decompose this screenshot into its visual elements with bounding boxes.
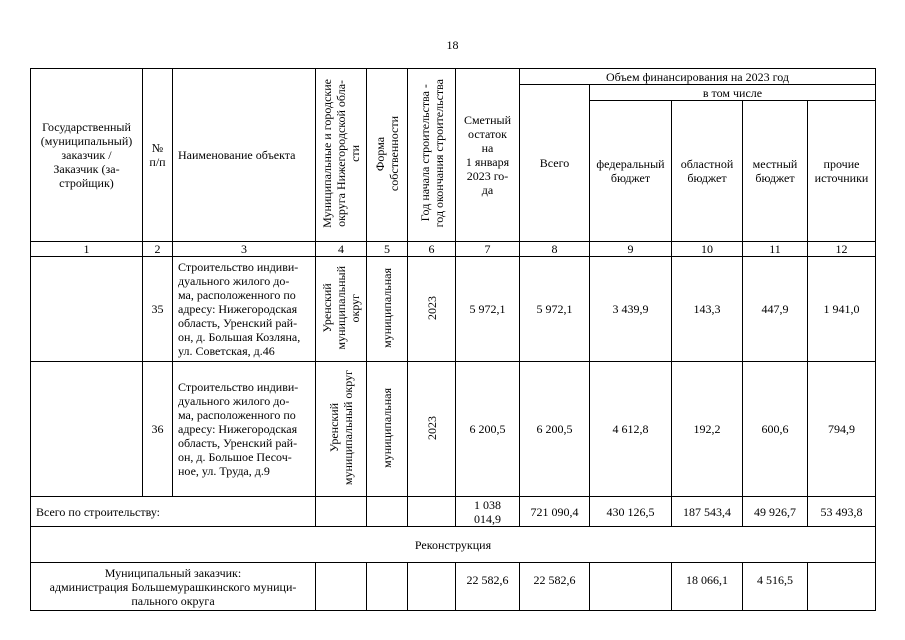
municipality: Уренский муниципальный округ bbox=[316, 257, 367, 362]
years: 2023 bbox=[408, 362, 456, 497]
local-budget: 600,6 bbox=[743, 362, 808, 497]
financing-table bbox=[30, 68, 876, 611]
header-years: Год начала строительства - год окончания строительства bbox=[408, 69, 456, 242]
page-number: 18 bbox=[446, 38, 459, 52]
column-number: 10 bbox=[672, 242, 743, 257]
header-balance: Сметный остаток на 1 января 2023 го- да bbox=[456, 69, 520, 242]
column-number: 6 bbox=[408, 242, 456, 257]
header-other: прочие источники bbox=[808, 101, 876, 242]
construction-total-balance: 1 038 014,9 bbox=[456, 497, 520, 527]
construction-total-sum: 721 090,4 bbox=[520, 497, 590, 527]
header-local: местный бюджет bbox=[743, 101, 808, 242]
local-budget: 447,9 bbox=[743, 257, 808, 362]
header-number: № п/п bbox=[143, 69, 173, 242]
empty-cell bbox=[316, 497, 367, 527]
municipal-customer-row bbox=[31, 563, 876, 611]
other-sources: 794,9 bbox=[808, 362, 876, 497]
header-object-name: Наименование объекта bbox=[173, 69, 316, 242]
header-regional: областной бюджет bbox=[672, 101, 743, 242]
column-number: 1 bbox=[31, 242, 143, 257]
construction-total-other: 53 493,8 bbox=[808, 497, 876, 527]
column-number: 3 bbox=[173, 242, 316, 257]
column-number: 8 bbox=[520, 242, 590, 257]
construction-total-regional: 187 543,4 bbox=[672, 497, 743, 527]
balance: 6 200,5 bbox=[456, 362, 520, 497]
row-number: 35 bbox=[143, 257, 173, 362]
construction-total-federal: 430 126,5 bbox=[590, 497, 672, 527]
federal-budget: 3 439,9 bbox=[590, 257, 672, 362]
header-customer: Государственный (муниципальный) заказчик / Заказчик (за- стройщик) bbox=[31, 69, 143, 242]
customer-cell bbox=[31, 257, 143, 362]
years: 2023 bbox=[408, 257, 456, 362]
empty-cell bbox=[367, 497, 408, 527]
column-number: 7 bbox=[456, 242, 520, 257]
object-name: Строительство индиви- дуального жилого до- ма, расположенного по адресу: Нижегородская область, Уренский рай- он, д. Большое Песоч- ное, ул. Труда, д.9 bbox=[173, 362, 316, 497]
empty-cell bbox=[408, 563, 456, 611]
municipal-customer-local: 4 516,5 bbox=[743, 563, 808, 611]
ownership: муниципальная bbox=[367, 362, 408, 497]
header-federal: федеральный бюджет bbox=[590, 101, 672, 242]
column-number: 12 bbox=[808, 242, 876, 257]
total: 6 200,5 bbox=[520, 362, 590, 497]
municipal-customer-regional: 18 066,1 bbox=[672, 563, 743, 611]
municipal-customer-label: Муниципальный заказчик: администрация Большемурашкинского муници- пального округа bbox=[31, 563, 316, 611]
row-number: 36 bbox=[143, 362, 173, 497]
header-ownership: Форма собственности bbox=[367, 69, 408, 242]
regional-budget: 143,3 bbox=[672, 257, 743, 362]
column-number: 4 bbox=[316, 242, 367, 257]
customer-cell bbox=[31, 362, 143, 497]
federal-budget: 4 612,8 bbox=[590, 362, 672, 497]
regional-budget: 192,2 bbox=[672, 362, 743, 497]
column-number: 11 bbox=[743, 242, 808, 257]
header-funding: Объем финансирования на 2023 год bbox=[520, 69, 876, 85]
municipal-customer-total: 22 582,6 bbox=[520, 563, 590, 611]
column-number: 9 bbox=[590, 242, 672, 257]
municipal-customer-other bbox=[808, 563, 876, 611]
section-row bbox=[31, 527, 876, 563]
balance: 5 972,1 bbox=[456, 257, 520, 362]
empty-cell bbox=[408, 497, 456, 527]
table-row bbox=[31, 362, 876, 497]
empty-cell bbox=[367, 563, 408, 611]
empty-cell bbox=[316, 563, 367, 611]
municipal-customer-federal bbox=[590, 563, 672, 611]
object-name: Строительство индиви- дуального жилого до- ма, расположенного по адресу: Нижегородская область, Уренский рай- он, д. Большая Козляна, ул. Советская, д.46 bbox=[173, 257, 316, 362]
section-reconstruction: Реконструкция bbox=[31, 527, 876, 563]
column-numbers-row bbox=[31, 242, 876, 257]
column-number: 5 bbox=[367, 242, 408, 257]
table-row bbox=[31, 257, 876, 362]
ownership: муниципальная bbox=[367, 257, 408, 362]
header-including: в том числе bbox=[590, 85, 876, 101]
construction-total-local: 49 926,7 bbox=[743, 497, 808, 527]
municipal-customer-balance: 22 582,6 bbox=[456, 563, 520, 611]
municipality: Уренский муниципальный округ bbox=[316, 362, 367, 497]
column-number: 2 bbox=[143, 242, 173, 257]
header-municipality: Муниципальные и городские округа Нижегородской обла- сти bbox=[316, 69, 367, 242]
header-total: Всего bbox=[520, 85, 590, 242]
total: 5 972,1 bbox=[520, 257, 590, 362]
construction-total-row bbox=[31, 497, 876, 527]
construction-total-label: Всего по строительству: bbox=[31, 497, 316, 527]
other-sources: 1 941,0 bbox=[808, 257, 876, 362]
